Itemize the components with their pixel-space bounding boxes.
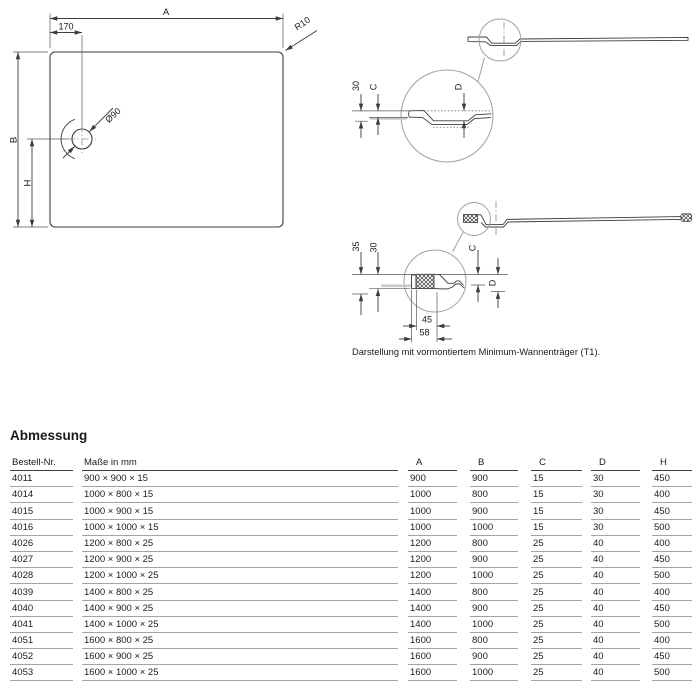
table-cell: 15 (531, 487, 582, 503)
table-cell: 400 (652, 487, 692, 503)
table-cell: 25 (531, 584, 582, 600)
table-cell: 4028 (10, 568, 73, 584)
table-cell: 4014 (10, 487, 73, 503)
table-cell: 1400 × 1000 × 25 (82, 617, 398, 633)
table-cell: 15 (531, 471, 582, 487)
table-cell: 1600 × 1000 × 25 (82, 665, 398, 681)
table-cell: 900 (470, 503, 518, 519)
table-cell: 40 (591, 568, 640, 584)
table-row (10, 487, 694, 503)
section-view-mounted (351, 201, 692, 343)
table-cell: 25 (531, 633, 582, 649)
table-cell: 500 (652, 665, 692, 681)
table-cell: 1200 (408, 536, 457, 552)
table-cell: 4016 (10, 520, 73, 536)
table-cell: 40 (591, 633, 640, 649)
table-cell: 1400 (408, 617, 457, 633)
table-cell: 4015 (10, 503, 73, 519)
section-view-unmounted (351, 19, 688, 162)
table-cell: 800 (470, 584, 518, 600)
table-cell: 400 (652, 633, 692, 649)
table-header-row (10, 455, 694, 471)
table-cell: 1400 (408, 601, 457, 617)
table-row (10, 601, 694, 617)
dim-label-d-top: D (453, 83, 464, 91)
table-cell: 40 (591, 552, 640, 568)
table-cell: 25 (531, 536, 582, 552)
table-cell: 450 (652, 503, 692, 519)
table-cell: 900 (470, 552, 518, 568)
support-flange (412, 275, 417, 289)
tray-section-profile (468, 37, 688, 45)
table-cell: 1600 (408, 649, 457, 665)
table-cell: 1000 (470, 617, 518, 633)
table-cell: 30 (591, 471, 640, 487)
dim-label-45: 45 (421, 314, 433, 325)
table-cell: 1000 × 800 × 15 (82, 487, 398, 503)
dim-label-c-top: C (368, 83, 379, 91)
table-cell: 1600 (408, 665, 457, 681)
dim-label-b: B (8, 136, 20, 144)
table-cell: 1200 (408, 552, 457, 568)
dim-label-h: H (22, 179, 34, 187)
table-cell: 1000 (470, 568, 518, 584)
drawing-caption: Darstellung mit vormontiertem Minimum-Wannenträger (T1). (352, 347, 601, 357)
table-cell: 25 (531, 601, 582, 617)
table-row (10, 471, 694, 487)
table-cell: 25 (531, 552, 582, 568)
table-row (10, 568, 694, 584)
dim-label-30: 30 (351, 80, 361, 92)
table-cell: 1000 (470, 520, 518, 536)
table-cell: 25 (531, 649, 582, 665)
table-cell: 4039 (10, 584, 73, 600)
table-row (10, 649, 694, 665)
mounted-detail-bottom (434, 284, 465, 289)
support-block-detail (416, 274, 434, 288)
table-row (10, 665, 694, 681)
table-cell: 800 (470, 633, 518, 649)
table-cell: 1400 × 800 × 25 (82, 584, 398, 600)
table-cell: 1200 × 1000 × 25 (82, 568, 398, 584)
table-cell: 25 (531, 617, 582, 633)
table-row (10, 633, 694, 649)
section-heading: Abmessung (10, 428, 88, 443)
table-cell: 1600 × 900 × 25 (82, 649, 398, 665)
table-cell: 1000 (470, 665, 518, 681)
plan-view (9, 7, 318, 227)
dim-label-a: A (162, 7, 170, 18)
table-cell: 40 (591, 536, 640, 552)
table-cell: 30 (591, 520, 640, 536)
detail-circle-small (479, 19, 521, 61)
dim-label-30-bottom: 30 (368, 242, 379, 253)
table-cell: 4052 (10, 649, 73, 665)
table-cell: 800 (470, 487, 518, 503)
table-cell: 1400 × 900 × 25 (82, 601, 398, 617)
table-cell: 40 (591, 617, 640, 633)
table-cell: 15 (531, 503, 582, 519)
detail-circle-large (401, 70, 493, 162)
column-header-5: D (591, 455, 640, 471)
table-cell: 1000 (408, 503, 457, 519)
table-cell: 900 (470, 471, 518, 487)
table-cell: 4053 (10, 665, 73, 681)
table-row (10, 520, 694, 536)
table-cell: 900 (470, 601, 518, 617)
table-cell: 4027 (10, 552, 73, 568)
table-cell: 4041 (10, 617, 73, 633)
column-header-2: A (408, 455, 457, 471)
table-cell: 800 (470, 536, 518, 552)
dim-label-35: 35 (351, 241, 361, 252)
table-cell: 30 (591, 503, 640, 519)
dimensions-table (10, 455, 694, 681)
table-cell: 30 (591, 487, 640, 503)
table-row (10, 552, 694, 568)
column-header-1: Maße in mm (82, 455, 398, 471)
table-cell: 450 (652, 552, 692, 568)
dim-label-c-bottom: C (467, 244, 478, 252)
dim-label-d-bottom: D (487, 279, 498, 287)
table-cell: 900 × 900 × 15 (82, 471, 398, 487)
support-block-right (681, 214, 692, 222)
table-cell: 1000 (408, 520, 457, 536)
table-cell: 1200 (408, 568, 457, 584)
table-cell: 40 (591, 665, 640, 681)
column-header-4: C (531, 455, 582, 471)
table-cell: 400 (652, 536, 692, 552)
table-row (10, 503, 694, 519)
table-cell: 1200 × 900 × 25 (82, 552, 398, 568)
table-row (10, 584, 694, 600)
column-header-0: Bestell-Nr. (10, 455, 73, 471)
table-cell: 4026 (10, 536, 73, 552)
table-cell: 1600 (408, 633, 457, 649)
table-row (10, 617, 694, 633)
table-cell: 25 (531, 568, 582, 584)
dim-label-58: 58 (419, 327, 430, 338)
column-header-6: H (652, 455, 692, 471)
table-cell: 450 (652, 601, 692, 617)
table-cell: 900 (470, 649, 518, 665)
mounted-profile-bottom (481, 219, 681, 227)
table-cell: 500 (652, 568, 692, 584)
table-cell: 40 (591, 601, 640, 617)
table-cell: 1200 × 800 × 25 (82, 536, 398, 552)
table-cell: 4040 (10, 601, 73, 617)
table-cell: 450 (652, 649, 692, 665)
dim-label-drain: Ø90 (103, 105, 123, 125)
table-cell: 4011 (10, 471, 73, 487)
table-cell: 500 (652, 520, 692, 536)
detail-profile-top (409, 111, 492, 121)
support-block-left (464, 215, 478, 223)
table-cell: 900 (408, 471, 457, 487)
table-cell: 15 (531, 520, 582, 536)
table-cell: 1400 (408, 584, 457, 600)
table-cell: 4051 (10, 633, 73, 649)
dim-label-r10: R10 (292, 14, 312, 33)
table-cell: 1000 × 900 × 15 (82, 503, 398, 519)
table-cell: 450 (652, 471, 692, 487)
table-cell: 1000 × 1000 × 15 (82, 520, 398, 536)
table-cell: 500 (652, 617, 692, 633)
tray-outline (50, 52, 283, 227)
table-cell: 1600 × 800 × 25 (82, 633, 398, 649)
dim-label-170: 170 (58, 21, 74, 32)
table-cell: 1000 (408, 487, 457, 503)
table-cell: 400 (652, 584, 692, 600)
column-header-3: B (470, 455, 518, 471)
table-cell: 40 (591, 584, 640, 600)
table-cell: 40 (591, 649, 640, 665)
table-row (10, 536, 694, 552)
table-cell: 25 (531, 665, 582, 681)
